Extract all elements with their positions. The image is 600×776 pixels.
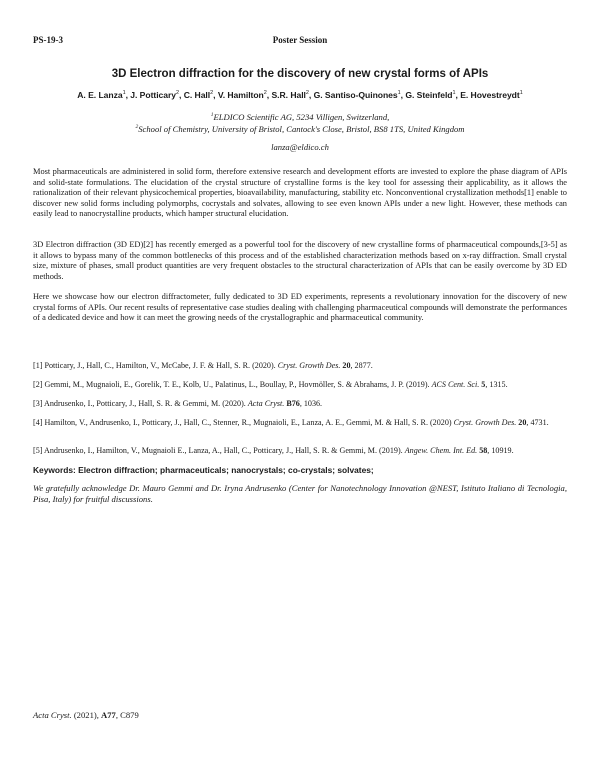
abstract-paragraph-1: Most pharmaceuticals are administered in solid form, therefore extensive research and development efforts are invested to explore the phase diagram of APIs and solid-state formulations. The elucidation of the crystal structure of crystalline forms is the key tool for assessing their applicability, as it allows the rationalization of their relevant physicochemical properties, bioavailability, manufacturing, stability etc. Nonconventional crystallization methods[1] enable to discover new solid forms including polymorphs, cocrystals and solvates, allowing to see even known APIs under a new light. However, these methods can easily lead to nanocrystalline products, which hamper structural elucidation. <box>33 167 567 219</box>
session-code: PS-19-3 <box>33 35 63 45</box>
author: J. Potticary$^2$ <box>130 90 180 100</box>
reference-1: [1] Potticary, J., Hall, C., Hamilton, V., McCabe, J. F. & Hall, S. R. (2020). Cryst. Growth Des. 20, 2877. <box>33 361 373 370</box>
citation-footer: Acta Cryst. (2021), A77, C879 <box>33 710 139 720</box>
abstract-paragraph-2: 3D Electron diffraction (3D ED)[2] has recently emerged as a powerful tool for the discovery of new crystalline forms of pharmaceutical compounds,[3-5] as it allows to bypass many of the common bottlenecks of this process and of the established characterization methods based on x-ray diffraction. Small crystal size, mixture of phases, small product quantities are very frequent obstacles to the structural characterization of APIs that can be easily overcome by 3D ED methods. <box>33 240 567 281</box>
contact-email: lanza@eldico.ch <box>271 142 329 152</box>
author: G. Steinfeld$^1$ <box>405 90 456 100</box>
session-type: Poster Session <box>272 35 328 45</box>
affiliation-2: $^2$School of Chemistry, University of Bristol, Cantock's Close, Bristol, BS8 1TS, United Kingdom <box>135 124 465 134</box>
paper-title: 3D Electron diffraction for the discovery of new crystal forms of APIs <box>111 68 489 80</box>
reference-2: [2] Gemmi, M., Mugnaioli, E., Gorelik, T. E., Kolb, U., Palatinus, L., Boullay, P., Hovmöller, S. & Abrahams, J. P. (2019). ACS Cent. Sci. 5, 1315. <box>33 380 508 389</box>
abstract-paragraph-3: Here we showcase how our electron diffractometer, fully dedicated to 3D ED experiments, represents a revolutionary innovation for the discovery of new crystal forms of APIs. Our recent results of representative case studies dealing with challenging pharmaceutical compounds will demonstrate the performances of a dedicated device and how it can meet the growing needs of the crystallographic and pharmaceutical community. <box>33 292 567 323</box>
author: A. E. Lanza$^1$ <box>77 90 126 100</box>
affiliation-1: $^1$ELDICO Scientific AG, 5234 Villigen, Switzerland, <box>210 112 390 122</box>
author: S.R. Hall$^2$ <box>271 90 309 100</box>
reference-4: [4] Hamilton, V., Andrusenko, I., Potticary, J., Hall, C., Stenner, R., Mugnaioli, E., Lanza, A. E., Gemmi, M. & Hall, S. R. (2020) Cryst. Growth Des. 20, 4731. <box>33 418 549 427</box>
author: E. Hovestreydt$^1$ <box>460 90 523 100</box>
author: C. Hall$^2$ <box>183 90 214 100</box>
author: G. Santiso-Quinones$^1$ <box>313 90 401 100</box>
reference-3: [3] Andrusenko, I., Potticary, J., Hall, S. R. & Gemmi, M. (2020). Acta Cryst. B76, 1036. <box>33 399 323 408</box>
author: V. Hamilton$^2$ <box>217 90 267 100</box>
acknowledgement: We gratefully acknowledge Dr. Mauro Gemmi and Dr. Iryna Andrusenko (Center for Nanotechnology Innovation @NEST, Istituto Italiano di Tecnologia, Pisa, Italy) for fruitful discussions. <box>33 483 567 504</box>
reference-5: [5] Andrusenko, I., Hamilton, V., Mugnaioli E., Lanza, A., Hall, C., Potticary, J., Hall, S. R. & Gemmi, M. (2019). Angew. Chem. Int. Ed. 58, 10919. <box>33 446 514 455</box>
keywords: Keywords: Electron diffraction; pharmaceuticals; nanocrystals; co-crystals; solvates; <box>33 465 374 475</box>
author-list: A. E. Lanza$^1$, J. Potticary$^2$, C. Hall$^2$, V. Hamilton$^2$, S.R. Hall$^2$, G. Santiso-Quinones$^1$, G. Steinfeld$^1$, E. Hovestreydt$^1$ <box>77 90 523 100</box>
